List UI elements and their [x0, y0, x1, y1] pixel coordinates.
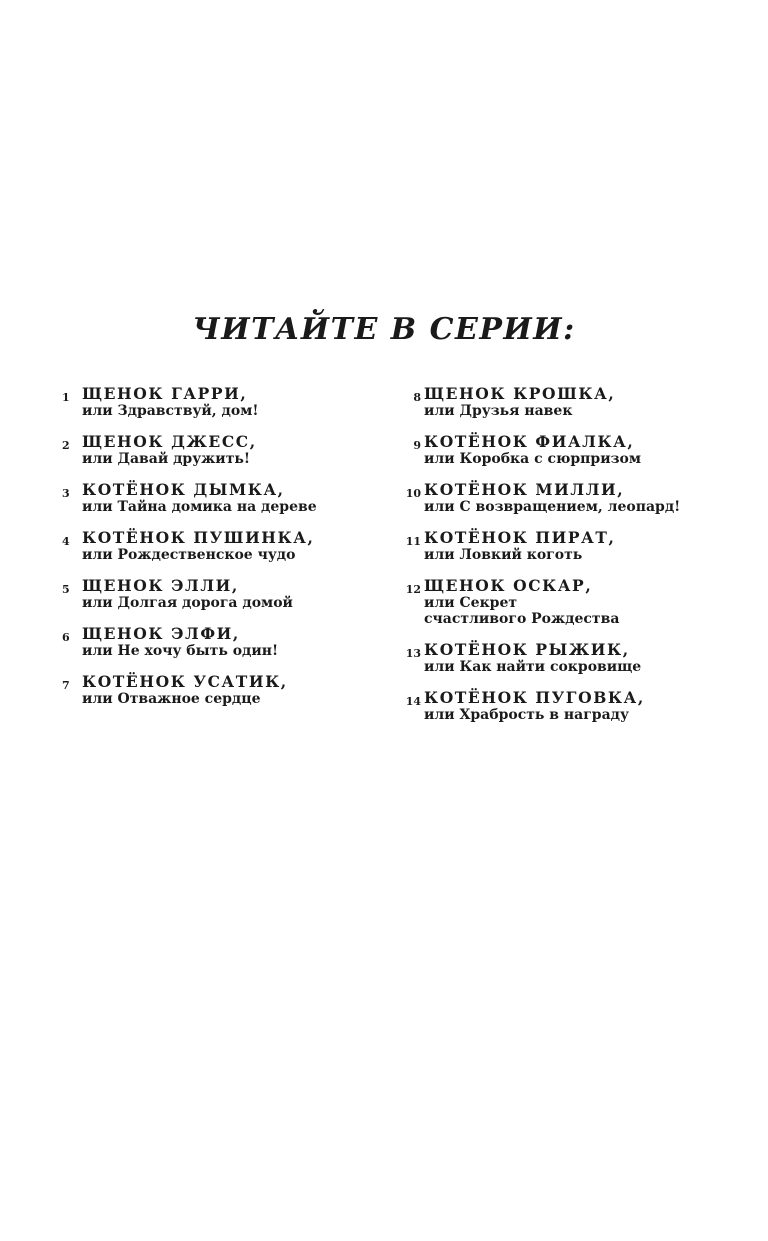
book-title: КОТЁНОК РЫЖИК, [424, 640, 630, 659]
list-item [400, 385, 745, 419]
book-subtitle: или Храбрость в награду [424, 707, 629, 723]
list-item [400, 481, 745, 515]
list-item [58, 433, 378, 467]
book-title: ЩЕНОК КРОШКА, [424, 384, 616, 403]
book-subtitle: или С возвращением, леопард! [424, 499, 681, 515]
book-title: КОТЁНОК ПУШИНКА, [82, 528, 315, 547]
book-title: ЩЕНОК ЭЛЛИ, [82, 576, 239, 595]
book-subtitle: или Друзья навек [424, 403, 573, 419]
list-item [58, 529, 378, 563]
book-subtitle: или Здравствуй, дом! [82, 403, 259, 419]
book-subtitle: или Не хочу быть один! [82, 643, 279, 659]
book-number: 14 [405, 695, 421, 708]
book-number: 8 [413, 391, 421, 404]
book-subtitle: или Отважное сердце [82, 691, 261, 707]
book-number: 7 [62, 679, 70, 692]
book-number: 10 [405, 487, 421, 500]
book-subtitle: или Коробка с сюрпризом [424, 451, 642, 467]
book-number: 2 [62, 439, 70, 452]
book-title: ЩЕНОК ГАРРИ, [82, 384, 248, 403]
book-number: 13 [405, 647, 421, 660]
series-list-right [400, 385, 745, 737]
list-item [58, 625, 378, 659]
book-title: ЩЕНОК ОСКАР, [424, 576, 593, 595]
list-item [58, 577, 378, 611]
book-title: КОТЁНОК ФИАЛКА, [424, 432, 635, 451]
book-number: 5 [62, 583, 70, 596]
book-subtitle: или Как найти сокровище [424, 659, 642, 675]
list-item [400, 641, 745, 675]
book-subtitle: или Ловкий коготь [424, 547, 583, 563]
book-subtitle: или Давай дружить! [82, 451, 251, 467]
list-item [400, 529, 745, 563]
book-title: КОТЁНОК УСАТИК, [82, 672, 288, 691]
list-item [58, 481, 378, 515]
list-item [400, 577, 745, 627]
book-subtitle: или Тайна домика на дереве [82, 499, 317, 515]
book-number: 6 [62, 631, 70, 644]
book-number: 1 [62, 391, 70, 404]
book-subtitle: или Рождественское чудо [82, 547, 296, 563]
list-item [58, 385, 378, 419]
book-number: 4 [62, 535, 70, 548]
list-item [400, 689, 745, 723]
book-number: 11 [405, 535, 421, 548]
book-title: ЩЕНОК ЭЛФИ, [82, 624, 240, 643]
book-title: КОТЁНОК ДЫМКА, [82, 480, 285, 499]
book-title: КОТЁНОК ПИРАТ, [424, 528, 616, 547]
book-subtitle: или Секрет счастливого Рождества [424, 595, 620, 627]
book-number: 12 [405, 583, 421, 596]
book-title: КОТЁНОК ПУГОВКА, [424, 688, 645, 707]
book-subtitle: или Долгая дорога домой [82, 595, 293, 611]
list-item [400, 433, 745, 467]
page-title: ЧИТАЙТЕ В СЕРИИ: [192, 312, 576, 347]
list-item [58, 673, 378, 707]
book-number: 9 [413, 439, 421, 452]
book-number: 3 [62, 487, 70, 500]
book-title: КОТЁНОК МИЛЛИ, [424, 480, 625, 499]
series-list-left [58, 385, 378, 721]
book-title: ЩЕНОК ДЖЕСС, [82, 432, 257, 451]
